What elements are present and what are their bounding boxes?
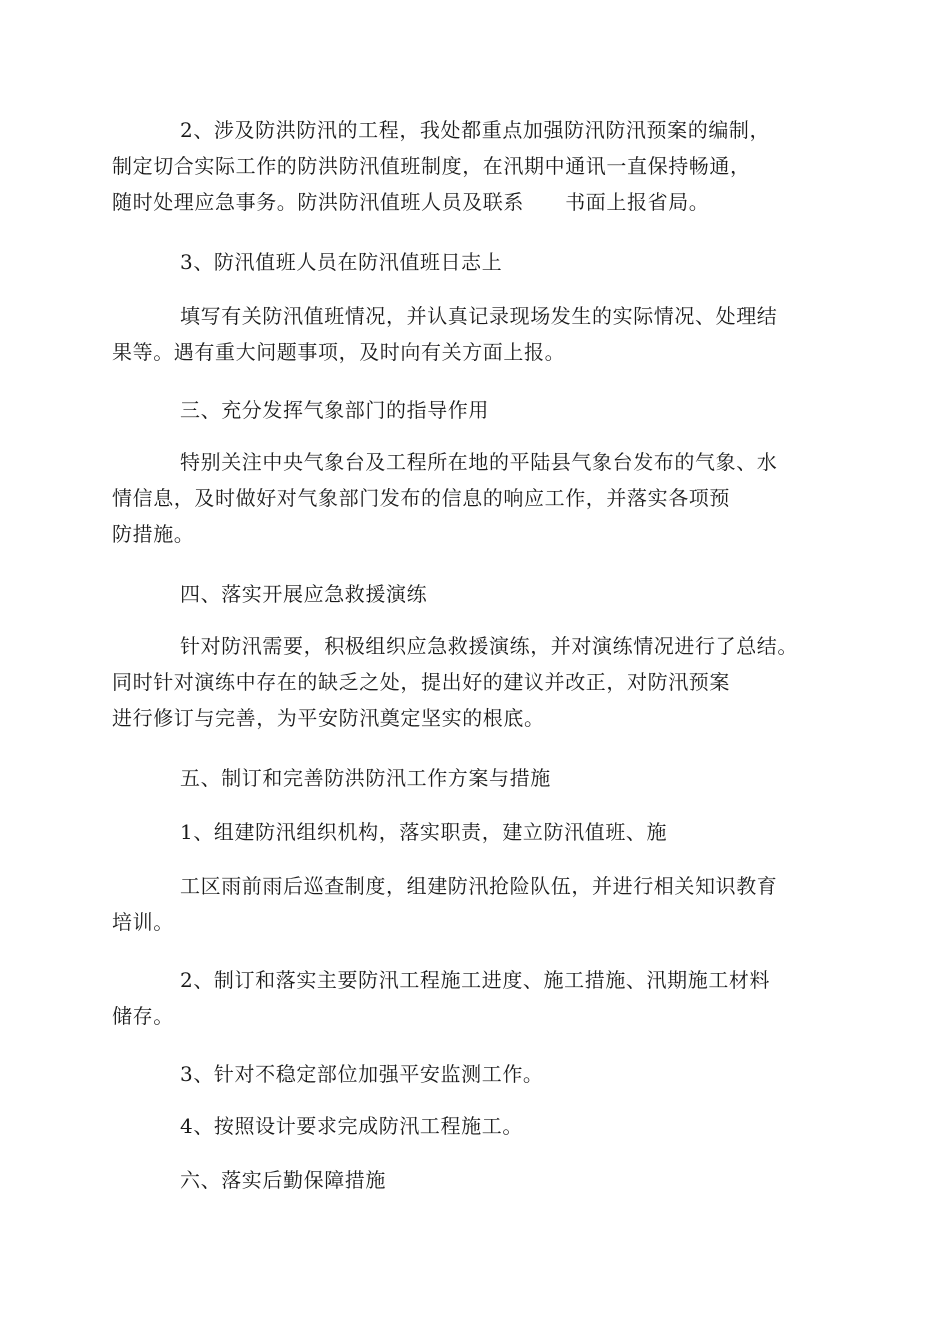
paragraph-11 <box>112 962 826 1034</box>
paragraph-10 <box>112 868 826 940</box>
section-heading: 五、制订和完善防洪防汛工作方案与措施 <box>180 766 551 790</box>
paragraph-2 <box>146 244 826 280</box>
paragraph-line: 制定切合实际工作的防洪防汛值班制度，在汛期中通讯一直保持畅通， <box>112 154 751 178</box>
paragraph-line: 防措施。 <box>112 522 195 546</box>
paragraph-8 <box>146 760 826 796</box>
paragraph-9 <box>146 814 826 850</box>
paragraph-6 <box>146 576 826 612</box>
paragraph-line: 情信息，及时做好对气象部门发布的信息的响应工作，并落实各项预 <box>112 486 730 510</box>
paragraph-14 <box>146 1162 826 1198</box>
paragraph-7 <box>112 628 826 736</box>
paragraph-line: 1、组建防汛组织机构，落实职责，建立防汛值班、施 <box>180 820 668 844</box>
paragraph-line: 填写有关防汛值班情况，并认真记录现场发生的实际情况、处理结 <box>180 304 778 328</box>
paragraph-line: 培训。 <box>112 910 174 934</box>
paragraph-line: 同时针对演练中存在的缺乏之处，提出好的建议并改正，对防汛预案 <box>112 670 730 694</box>
paragraph-line: 储存。 <box>112 1004 174 1028</box>
paragraph-line: 2、涉及防洪防汛的工程，我处都重点加强防汛防汛预案的编制， <box>180 118 771 142</box>
paragraph-line: 随时处理应急事务。防洪防汛值班人员及联系 书面上报省局。 <box>112 190 710 214</box>
paragraph-line: 2、制订和落实主要防汛工程施工进度、施工措施、汛期施工材料 <box>180 968 771 992</box>
paragraph-line: 针对防汛需要，积极组织应急救援演练，并对演练情况进行了总结。 <box>180 634 798 658</box>
section-heading: 四、落实开展应急救援演练 <box>180 582 428 606</box>
section-heading: 六、落实后勤保障措施 <box>180 1168 386 1192</box>
paragraph-1 <box>112 112 826 220</box>
paragraph-line: 工区雨前雨后巡查制度，组建防汛抢险队伍，并进行相关知识教育 <box>180 874 778 898</box>
paragraph-4 <box>146 392 826 428</box>
paragraph-5 <box>112 444 826 552</box>
paragraph-line: 进行修订与完善，为平安防汛奠定坚实的根底。 <box>112 706 545 730</box>
paragraph-12 <box>146 1056 826 1092</box>
paragraph-line: 4、按照设计要求完成防汛工程施工。 <box>180 1114 523 1138</box>
paragraph-line: 果等。遇有重大问题事项，及时向有关方面上报。 <box>112 340 566 364</box>
paragraph-line: 3、防汛值班人员在防汛值班日志上 <box>180 250 503 274</box>
paragraph-3 <box>112 298 826 370</box>
paragraph-13 <box>146 1108 826 1144</box>
section-heading: 三、充分发挥气象部门的指导作用 <box>180 398 489 422</box>
paragraph-line: 3、针对不稳定部位加强平安监测工作。 <box>180 1062 544 1086</box>
paragraph-line: 特别关注中央气象台及工程所在地的平陆县气象台发布的气象、水 <box>180 450 778 474</box>
